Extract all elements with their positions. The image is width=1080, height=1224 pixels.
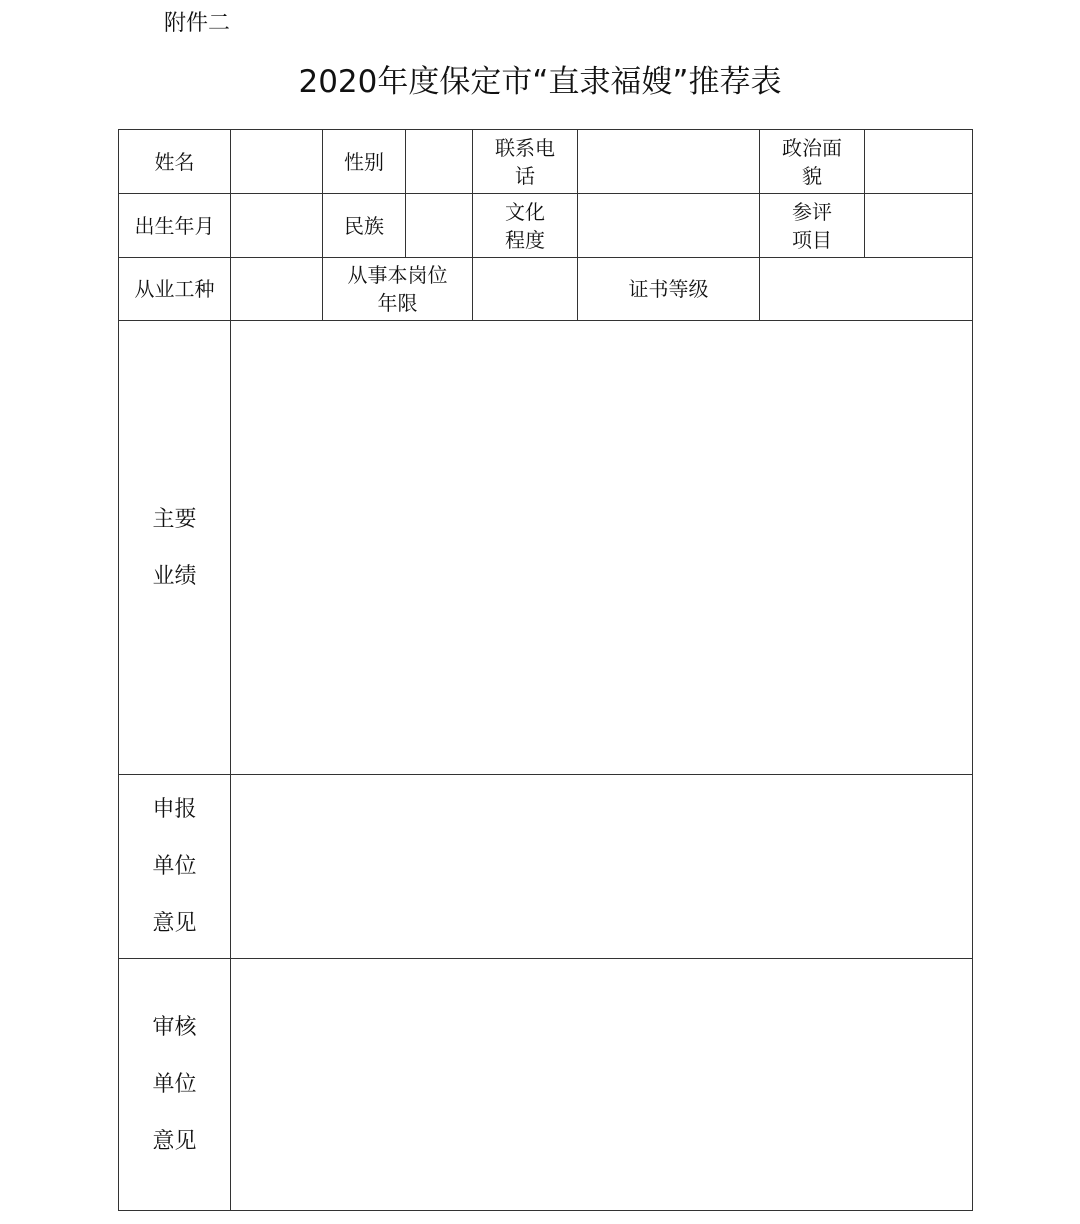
phone-field[interactable] bbox=[577, 129, 760, 194]
years-label: 从事本岗位年限 bbox=[322, 257, 473, 321]
achievements-label: 主要业绩 bbox=[118, 320, 231, 775]
education-label: 文化程度 bbox=[472, 193, 578, 258]
attachment-label: 附件二 bbox=[164, 11, 231, 36]
project-label: 参评项目 bbox=[759, 193, 865, 258]
project-field[interactable] bbox=[864, 193, 973, 258]
name-label: 姓名 bbox=[118, 129, 231, 194]
occupation-field[interactable] bbox=[230, 257, 323, 321]
reviewer-opinion-label: 审核单位意见 bbox=[118, 958, 231, 1211]
page-title: 2020年度保定市“直隶福嫂”推荐表 bbox=[298, 64, 782, 100]
ethnicity-label: 民族 bbox=[322, 193, 406, 258]
applicant-opinion-field[interactable] bbox=[230, 774, 973, 959]
birth-label: 出生年月 bbox=[118, 193, 231, 258]
gender-label: 性别 bbox=[322, 129, 406, 194]
political-status-label: 政治面貌 bbox=[759, 129, 865, 194]
phone-label: 联系电话 bbox=[472, 129, 578, 194]
recommendation-form bbox=[118, 129, 973, 1211]
birth-field[interactable] bbox=[230, 193, 323, 258]
years-field[interactable] bbox=[472, 257, 578, 321]
certificate-label: 证书等级 bbox=[577, 257, 760, 321]
occupation-label: 从业工种 bbox=[118, 257, 231, 321]
achievements-field[interactable] bbox=[230, 320, 973, 775]
gender-field[interactable] bbox=[405, 129, 473, 194]
applicant-opinion-label: 申报单位意见 bbox=[118, 774, 231, 959]
ethnicity-field[interactable] bbox=[405, 193, 473, 258]
certificate-field[interactable] bbox=[759, 257, 973, 321]
political-status-field[interactable] bbox=[864, 129, 973, 194]
name-field[interactable] bbox=[230, 129, 323, 194]
reviewer-opinion-field[interactable] bbox=[230, 958, 973, 1211]
education-field[interactable] bbox=[577, 193, 760, 258]
